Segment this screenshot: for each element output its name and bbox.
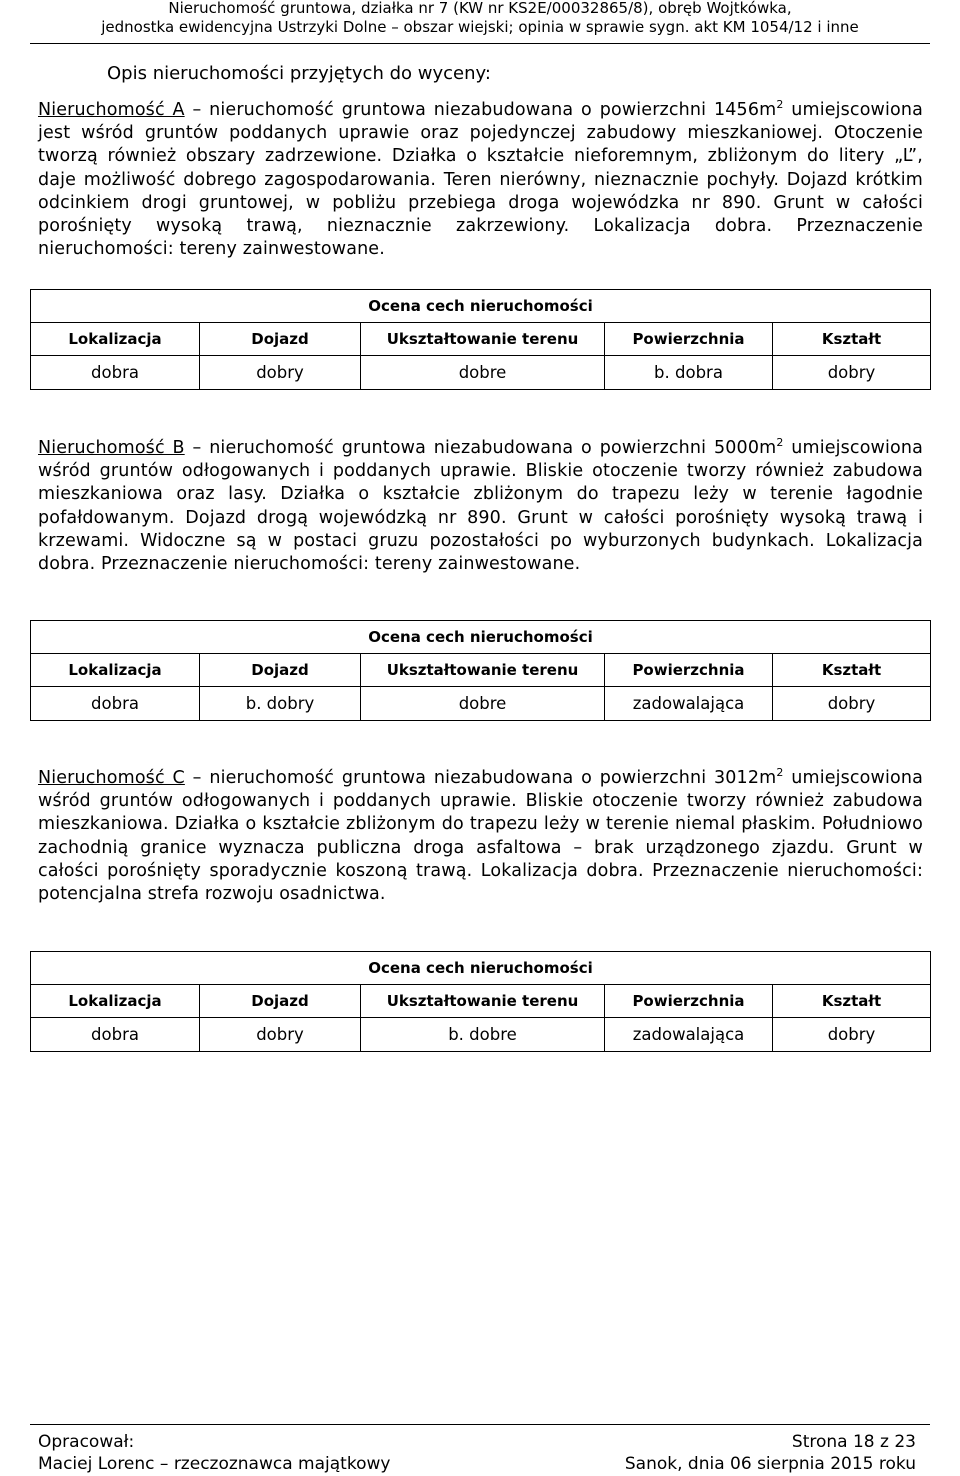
header-line-1: Nieruchomość gruntowa, działka nr 7 (KW nr KS2E/00032865/8), obręb Wojtkówka, [168,0,792,17]
property-b-table [30,620,931,721]
table-header-cell: Ukształtowanie terenu [361,654,605,687]
table-value-cell: b. dobre [361,1018,605,1052]
table-value-cell: dobry [773,356,931,390]
property-b-description [38,437,923,576]
property-b-sup: 2 [776,436,784,449]
table-header-cell: Ukształtowanie terenu [361,323,605,356]
property-a-text-1: – nieruchomość gruntowa niezabudowana o powierzchni 1456m [184,100,777,120]
footer-place-date: Sanok, dnia 06 sierpnia 2015 roku [624,1454,916,1474]
table-header-cell: Lokalizacja [31,654,200,687]
table-title: Ocena cech nieruchomości [31,952,931,985]
property-c-name: Nieruchomość C [38,768,185,788]
table-header-cell: Kształt [773,323,931,356]
footer-page-number: Strona 18 z 23 [791,1432,916,1452]
table-header-cell: Dojazd [200,323,361,356]
table-header-cell: Lokalizacja [31,985,200,1018]
header-line-2: jednostka ewidencyjna Ustrzyki Dolne – obszar wiejski; opinia w sprawie sygn. akt KM 1054/12 i inne [101,18,859,36]
footer-divider [30,1424,930,1425]
table-value-cell: b. dobra [605,356,773,390]
table-value-cell: zadowalająca [605,1018,773,1052]
table-title: Ocena cech nieruchomości [31,621,931,654]
intro-heading: Opis nieruchomości przyjętych do wyceny: [107,63,491,84]
table-header-cell: Kształt [773,985,931,1018]
table-value-cell: dobra [31,1018,200,1052]
footer-author: Maciej Lorenc – rzeczoznawca majątkowy [38,1454,391,1474]
table-value-cell: dobre [361,356,605,390]
property-c-table [30,951,931,1052]
table-header-cell: Powierzchnia [605,323,773,356]
table-value-cell: b. dobry [200,687,361,721]
property-a-text-2: umiejscowiona jest wśród gruntów poddanych uprawie oraz pojedynczej zabudowy mieszkaniowej. Otoczenie tworzą również obszary zadrzewione. Działka o kształcie nieforemnym, zbliżonym do litery „L”, daje możliwość dobrego zagospodarowania. Teren nierówny, nieznacznie pochyły. Dojazd krótkim odcinkiem drogi gruntowej, w pobliżu przebiega droga wojewódzka nr 890. Grunt w całości porośnięty wysoką trawą, nieznacznie zakrzewiony. Lokalizacja dobra. Przeznaczenie nieruchomości: tereny zainwestowane. [38,100,923,260]
table-header-cell: Powierzchnia [605,654,773,687]
property-b-name: Nieruchomość B [38,438,185,458]
table-value-cell: dobra [31,356,200,390]
table-value-cell: dobre [361,687,605,721]
table-value-cell: zadowalająca [605,687,773,721]
property-c-text-2: umiejscowiona wśród gruntów odłogowanych i poddanych uprawie. Bliskie otoczenie tworzy również zabudowa mieszkaniowa. Działka o kształcie zbliżonym do trapezu leży w terenie niemal płaskim. Południowo zachodnią granice wyznacza publiczna droga asfaltowa – brak urządzonego zjazdu. Grunt w całości porośnięty sporadycznie koszoną trawą. Lokalizacja dobra. Przeznaczenie nieruchomości: potencjalna strefa rozwoju osadnictwa. [38,768,923,905]
table-header-cell: Dojazd [200,654,361,687]
property-b-text-2: umiejscowiona wśród gruntów odłogowanych i poddanych uprawie. Bliskie otoczenie tworzy również zabudowa mieszkaniowa oraz lasy. Działka o kształcie zbliżonym do trapezu leży w terenie łagodnie pofałdowanym. Dojazd drogą wojewódzką nr 890. Grunt w całości porośnięty wysoką trawą i krzewami. Widoczne są w postaci gruzu pozostałości po wyburzonych budynkach. Lokalizacja dobra. Przeznaczenie nieruchomości: tereny zainwestowane. [38,438,923,575]
table-value-cell: dobry [200,1018,361,1052]
property-c-description [38,767,923,906]
property-c-text-1: – nieruchomość gruntowa niezabudowana o powierzchni 3012m [184,768,777,788]
table-value-cell: dobra [31,687,200,721]
property-a-sup: 2 [776,98,784,111]
property-a-name: Nieruchomość A [38,100,185,120]
table-header-cell: Ukształtowanie terenu [361,985,605,1018]
table-header-cell: Lokalizacja [31,323,200,356]
table-header-cell: Powierzchnia [605,985,773,1018]
table-value-cell: dobry [773,1018,931,1052]
header-divider [30,43,930,44]
property-c-sup: 2 [776,766,784,779]
table-value-cell: dobry [773,687,931,721]
property-a-description [38,99,923,261]
table-header-cell: Kształt [773,654,931,687]
footer-prepared-label: Opracował: [38,1432,135,1452]
table-title: Ocena cech nieruchomości [31,290,931,323]
table-value-cell: dobry [200,356,361,390]
property-b-text-1: – nieruchomość gruntowa niezabudowana o powierzchni 5000m [184,438,777,458]
table-header-cell: Dojazd [200,985,361,1018]
property-a-table [30,289,931,390]
